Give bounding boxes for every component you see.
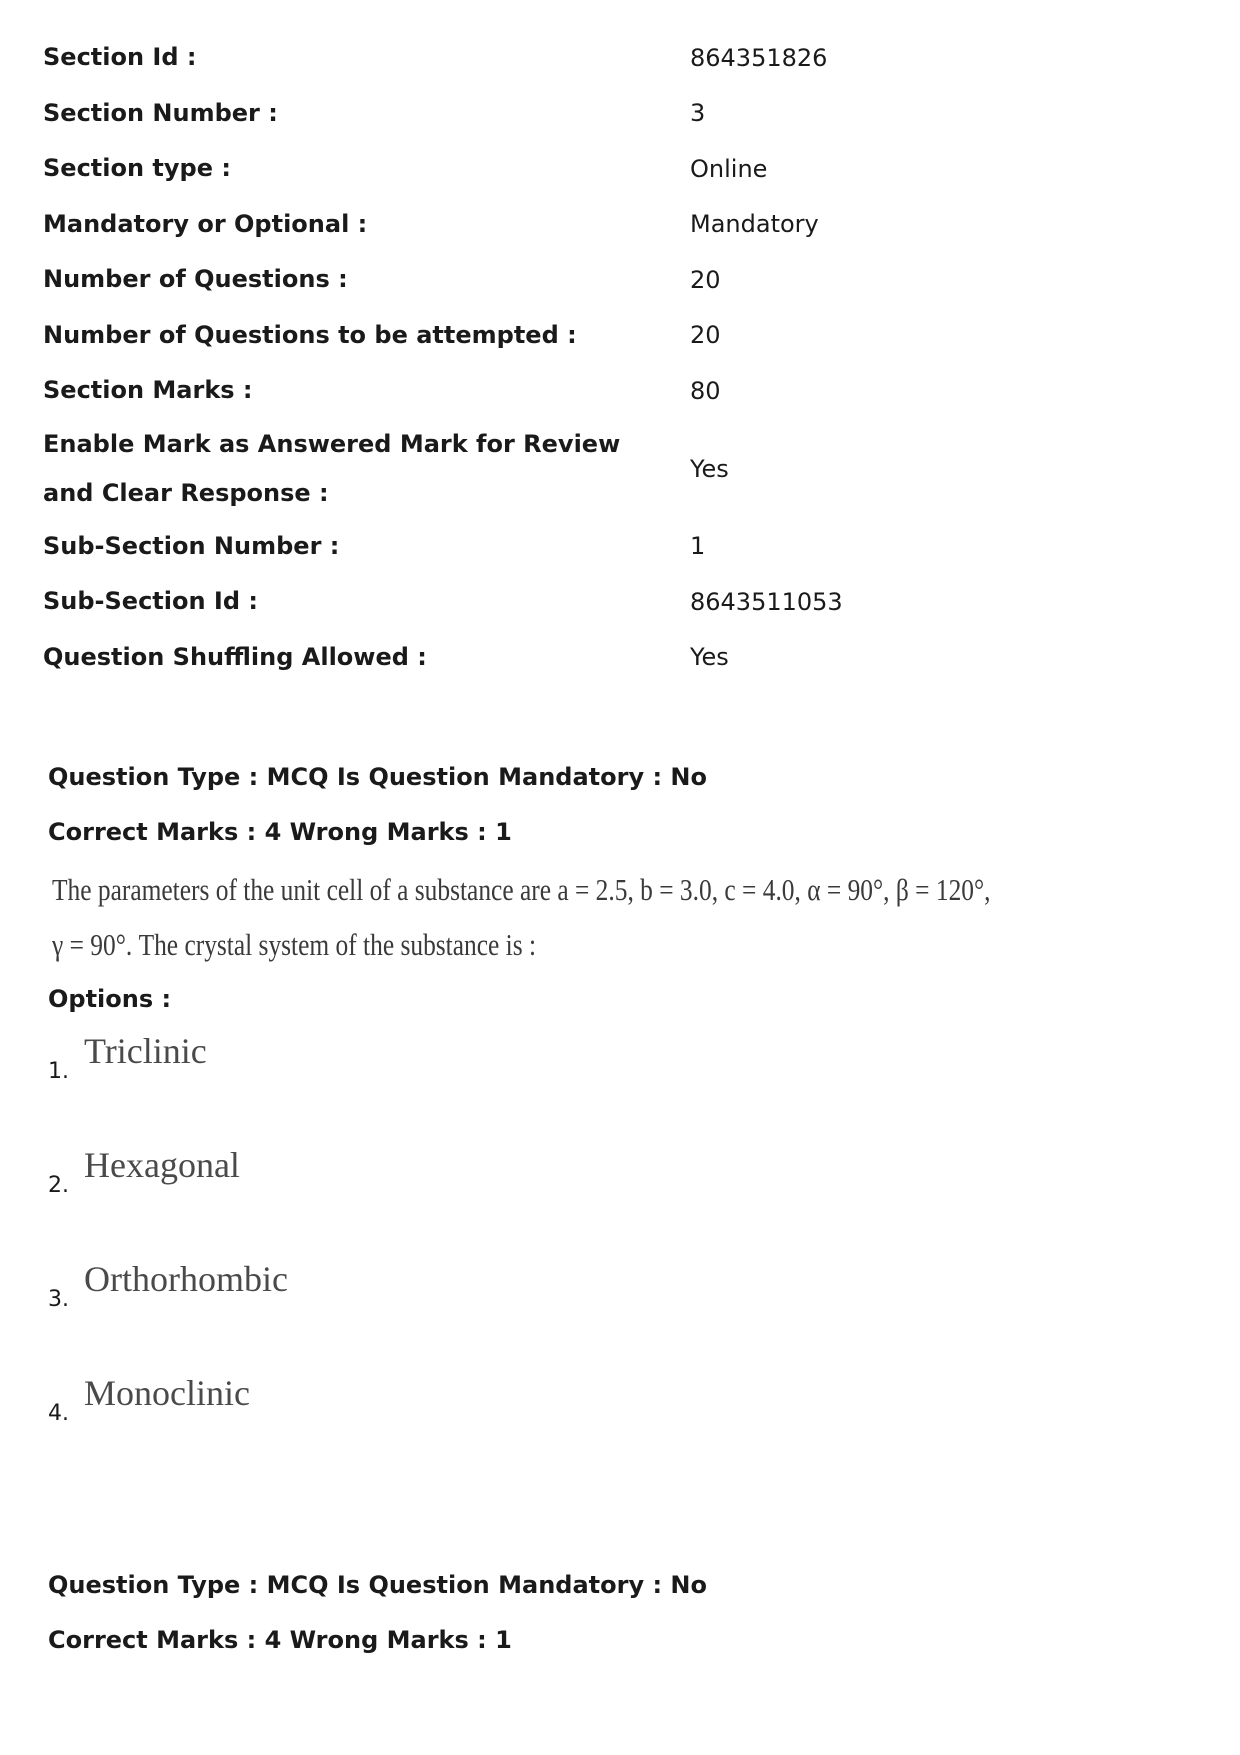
option-number: 1. (48, 1059, 69, 1084)
option-text: Orthorhombic (84, 1259, 288, 1299)
enable-mark-value: Yes (690, 454, 729, 483)
question-text-line-2: γ = 90°. The crystal system of the substance is : (52, 927, 537, 962)
section-type-value: Online (690, 154, 768, 183)
section-type-label: Section type : (43, 154, 231, 183)
option-2[interactable] (48, 1144, 240, 1200)
number-of-questions-label: Number of Questions : (43, 265, 348, 294)
sub-section-id-row (43, 574, 1193, 630)
question-type-line: Question Type : MCQ Is Question Mandatory : No (48, 1571, 707, 1599)
section-number-value: 3 (690, 99, 706, 128)
sub-section-id-label: Sub-Section Id : (43, 587, 258, 616)
option-number: 2. (48, 1173, 69, 1198)
mandatory-row (43, 197, 1193, 253)
section-marks-value: 80 (690, 376, 721, 405)
section-id-row (43, 30, 1193, 86)
question-type-line: Question Type : MCQ Is Question Mandatory : No (48, 763, 707, 791)
section-marks-label: Section Marks : (43, 376, 253, 405)
question-text-line-1: The parameters of the unit cell of a substance are a = 2.5, b = 3.0, c = 4.0, α = 90°, β = 120°, (52, 872, 991, 907)
question-1-text (52, 862, 991, 972)
sub-section-id-value: 8643511053 (690, 587, 843, 616)
sub-section-number-label: Sub-Section Number : (43, 531, 340, 560)
question-shuffling-label: Question Shuffling Allowed : (43, 642, 427, 671)
option-1[interactable] (48, 1030, 207, 1086)
option-text: Monoclinic (84, 1373, 250, 1413)
question-1-header (48, 750, 707, 860)
option-number: 4. (48, 1401, 69, 1426)
number-of-questions-row (43, 252, 1193, 308)
mandatory-value: Mandatory (690, 210, 819, 239)
option-4[interactable] (48, 1372, 250, 1428)
questions-to-attempt-row (43, 308, 1193, 364)
question-shuffling-row (43, 630, 1193, 686)
option-text: Triclinic (84, 1031, 207, 1071)
sub-section-number-row (43, 519, 1193, 575)
section-number-label: Section Number : (43, 98, 278, 127)
marks-line: Correct Marks : 4 Wrong Marks : 1 (48, 1626, 512, 1654)
question-2-header (48, 1558, 707, 1668)
option-number: 3. (48, 1287, 69, 1312)
section-type-row (43, 141, 1193, 197)
sub-section-number-value: 1 (690, 532, 706, 561)
question-shuffling-value: Yes (690, 643, 729, 672)
enable-mark-label: Enable Mark as Answered Mark for Review and Clear Response : (43, 429, 621, 507)
options-label: Options : (48, 985, 172, 1013)
questions-to-attempt-label: Number of Questions to be attempted : (43, 320, 577, 349)
questions-to-attempt-value: 20 (690, 321, 721, 350)
number-of-questions-value: 20 (690, 265, 721, 294)
mandatory-label: Mandatory or Optional : (43, 209, 368, 238)
option-text: Hexagonal (84, 1145, 240, 1185)
option-3[interactable] (48, 1258, 288, 1314)
section-id-value: 864351826 (690, 43, 828, 72)
section-marks-row (43, 363, 1193, 419)
section-info-table (43, 30, 1193, 685)
section-number-row (43, 86, 1193, 142)
marks-line: Correct Marks : 4 Wrong Marks : 1 (48, 818, 512, 846)
enable-mark-row (43, 419, 1193, 519)
section-id-label: Section Id : (43, 43, 197, 72)
